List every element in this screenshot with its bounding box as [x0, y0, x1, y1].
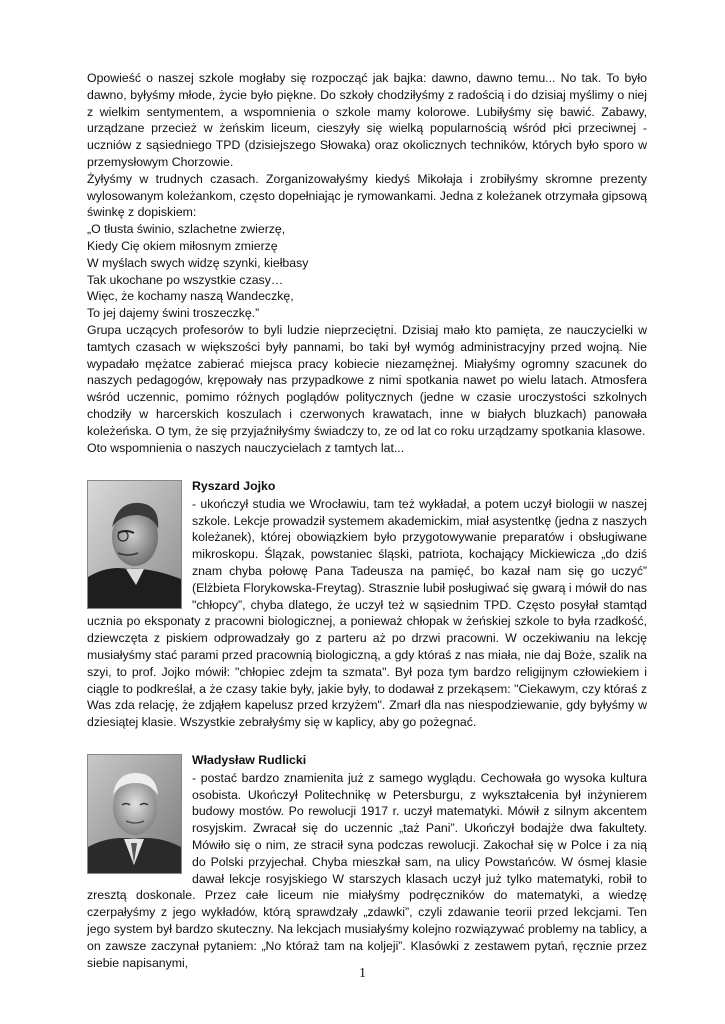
portrait-image [88, 755, 181, 873]
portrait-image [88, 481, 181, 608]
teacher-name: Władysław Rudlicki [192, 753, 307, 767]
teacher-bio: - ukończył studia we Wrocławiu, tam też wykładał, a potem uczył biologii w naszej szkole. Lekcje prowadził systemem akademickim, miał asystentkę (jedna z naszych koleżanek), której obowiązkiem było przygotowywanie preparatów i obsługiwane mikroskopu. Ślązak, powstaniec śląski, patriota, kochający Mickiewicza „do dziś znam chyba połowę Pana Tadeusza na pamięć, bo kazał nam się go uczyć” (Elżbieta Florykowska-Freytag). Strasznie lubił posługiwać się gwarą i mówił do nas "chłopcy”, chyba dlatego, że uczył też w sąsiednim TPD. Często posyłał stamtąd ucznia po eksponaty z pracowni biologicznej, a ponieważ chłopak w żeńskiej szkole to była rzadkość, dziewczęta z piskiem odprowadzały go z parteru aż po drzwi pracowni. W oczekiwaniu na lekcję musiałyśmy stać parami przed pracownią biologiczną, a gdy któraś z nas miała, nie daj Boże, szalik na szyi, to prof. Jojko mówił: "chłopiec zdejm ta szmata". Był poza tym bardzo religijnym człowiekiem i ciągle to podkreślał, a że czasy takie były, jakie były, to dodawał z przekąsem: "Ciekawym, czy któraś z Was zda relację, że zdjąłem kapelusz przed krzyżem". Zmarł dla nas niespodziewanie, gdy byłyśmy w dziesiątej klasie. Wszystkie zebrałyśmy się w kaplicy, aby go pożegnać. [87, 496, 647, 730]
intro-paragraph: Grupa uczących profesorów to byli ludzie nieprzeciętni. Dzisiaj mało kto pamięta, ze nauczycielki w tamtych czasach w większości były pannami, bo taki był wymóg administracyjny przed wojną. Nie wypadało mężatce zabierać miejsca pracy kobiecie niezamężnej. Miałyśmy ogromny szacunek do naszych pedagogów, krępowały nas przypadkowe z nimi spotkania nawet po wielu latach. Atmosfera wśród uczennic, pomimo różnych poglądów politycznych (jedne w czasie uroczystości szkolnych chodziły w harcerskich koszulach i czerwonych krawatach, inne w białych bluzkach) panowała koleżeńska. O tym, że się przyjaźniłyśmy świadczy to, ze od lat co roku urządzamy spotkania klasowe. [87, 322, 647, 438]
poem [87, 221, 647, 322]
teacher-section-rudlicki [87, 752, 647, 971]
poem-line: Tak ukochane po wszystkie czasy… [87, 272, 284, 287]
poem-line: Więc, że kochamy naszą Wandeczkę, [87, 289, 294, 304]
intro-paragraph: Opowieść o naszej szkole mogłaby się rozpocząć jak bajka: dawno, dawno temu... No tak. To było dawno, byłyśmy młode, życie było piękne. Do szkoły chodziłyśmy z radością i do dzisiaj myślimy o niej z wielkim sentymentem, a wspomnienia o szkole mamy kolorowe. Lubiłyśmy się bawić. Zabawy, urządzane przecież w żeńskim liceum, cieszyły się wielką popularnością wśród płci przeciwnej - uczniów z sąsiedniego TPD (dzisiejszego Słowaka) oraz okolicznych techników, których było sporo w przemysłowym Chorzowie. [87, 71, 647, 169]
page-number: 1 [359, 966, 366, 981]
poem-line: „O tłusta świnio, szlachetne zwierzę, [87, 222, 286, 237]
teacher-bio: - postać bardzo znamienita już z samego wyglądu. Cechowała go wysoka kultura osobista. Ukończył Politechnikę w Petersburgu, z wykształcenia był inżynierem budowy mostów. Po rewolucji 1917 r. uczył matematyki. Mówił z silnym akcentem rosyjskim. Zwracał się do uczennic „taż Pani”. Ukończył bodajże dwa fakultety. Mówiło się o nim, ze stracił syna podczas rewolucji. Zakochał się w Polce i za nią do Polski przyjechał. Chyba mieszkał sam, na ulicy Powstańców. W ósmej klasie dawał lekcje rosyjskiego W starszych klasach uczył już tylko matematyki, robił to zresztą doskonale. Przez całe liceum nie miałyśmy podręczników do matematyki, a wiedzę czerpałyśmy z jego wykładów, którą sprawdzały „zdawki”, czyli zdawanie teorii przed lekcjami. Ten jego system był bardzo skuteczny. Na lekcjach musiałyśmy kolejno rozwiązywać problemy na tablicy, a on zawsze zaczynał pytaniem: „No któraż tam na koljeji”. Klasówki z zestawem pytań, ręcznie przez siebie napisanymi, [87, 770, 647, 970]
poem-line: To jej dajemy świni troszeczkę.” [87, 306, 260, 321]
teacher-name: Ryszard Jojko [192, 479, 276, 493]
poem-line: Kiedy Cię okiem miłosnym zmierzę [87, 238, 278, 253]
portrait-photo-jojko [87, 480, 182, 609]
teacher-section-jojko [87, 478, 647, 731]
intro-paragraph: Żyłyśmy w trudnych czasach. Zorganizowałyśmy kiedyś Mikołaja i zrobiłyśmy skromne prezenty wylosowanym koleżankom, często dopełniając je rymowankami. Jedna z koleżanek otrzymała gipsową świnkę z dopiskiem: [87, 171, 647, 220]
poem-line: W myślach swych widzę szynki, kiełbasy [87, 255, 309, 270]
intro-paragraph: Oto wspomnienia o naszych nauczycielach z tamtych lat... [87, 440, 405, 455]
intro-section [87, 70, 647, 456]
portrait-photo-rudlicki [87, 754, 182, 874]
